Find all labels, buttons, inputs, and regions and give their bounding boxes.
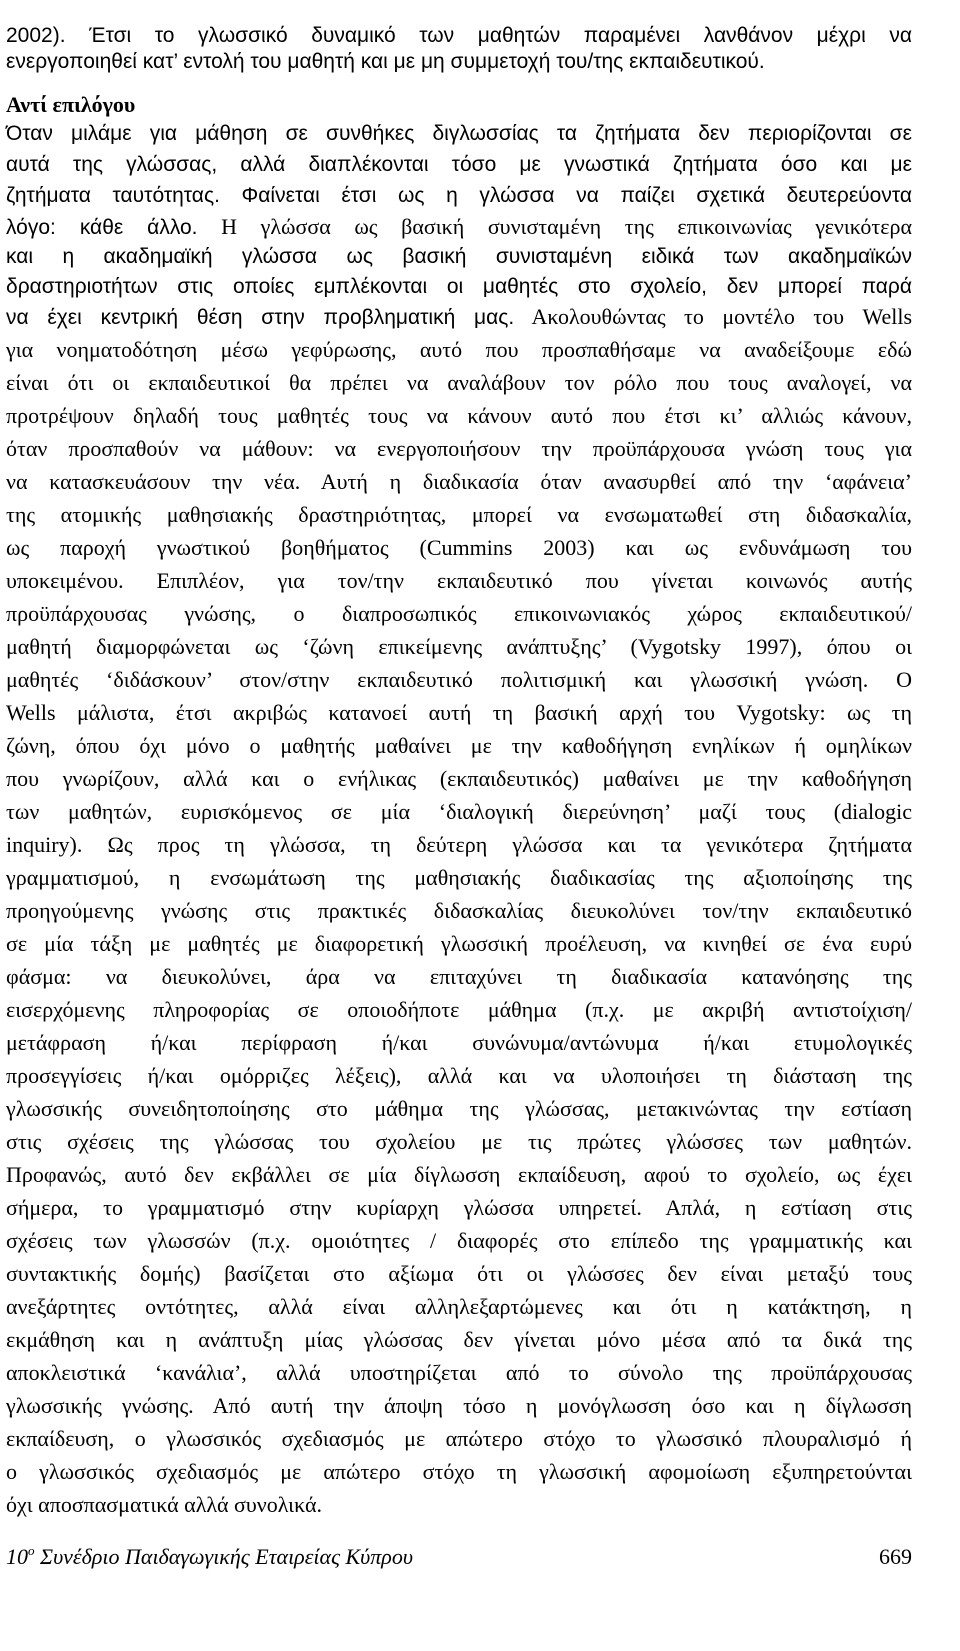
text-line: αποκλειστικά ‘κανάλια’, αλλά υποστηρίζεται από το σύνολο της προϋπάρχουσας xyxy=(6,1360,912,1385)
text-line xyxy=(6,300,912,334)
text-line: 2002). Έτσι το γλωσσικό δυναμικό των μαθητών παραμένει λανθάνον μέχρι να xyxy=(6,24,912,47)
page-footer xyxy=(6,1537,912,1577)
text-line: σχέσεις των γλωσσών (π.χ. ομοιότητες / διαφορές στο επίπεδο της γραμματικής και xyxy=(6,1228,912,1253)
text-line: ως παροχή γνωστικού βοηθήματος (Cummins 2003) και ως ενδυνάμωση του xyxy=(6,535,912,560)
text-line: δραστηριοτήτων στις οποίες εμπλέκονται οι μαθητές στο σχολείο, δεν μπορεί παρά xyxy=(6,275,912,298)
text-line: να κατασκευάσουν την νέα. Αυτή η διαδικασία όταν ανασυρθεί από την ‘αφάνεια’ xyxy=(6,469,912,494)
text-line: σήμερα, το γραμματισμό στην κυρίαρχη γλώσσα υπηρετεί. Απλά, η εστίαση στις xyxy=(6,1195,912,1220)
text-line: μετάφραση ή/και περίφραση ή/και συνώνυμα/αντώνυμα ή/και ετυμολογικές xyxy=(6,1030,912,1055)
text-line: προσεγγίσεις ή/και ομόρριζες λέξεις), αλλά και να υλοποιήσει τη διάσταση της xyxy=(6,1063,912,1088)
text-line: μαθητές ‘διδάσκουν’ στον/στην εκπαιδευτικό πολιτισμική και γλωσσική γνώση. Ο xyxy=(6,667,912,692)
text-span: να έχει κεντρική θέση στην προβληματική μας. xyxy=(6,306,515,329)
text-line: όταν προσπαθούν να μάθουν: να ενεργοποιήσουν την προϋπάρχουσα γνώση τους για xyxy=(6,436,912,461)
text-line: ζώνη, όπου όχι μόνο ο μαθητής μαθαίνει με την καθοδήγηση ενηλίκων ή ομηλίκων xyxy=(6,733,912,758)
text-line: που γνωρίζουν, αλλά και ο ενήλικας (εκπαιδευτικός) μαθαίνει με την καθοδήγηση xyxy=(6,766,912,791)
text-line: για νοηματοδότηση μέσω γεφύρωσης, αυτό που προσπαθήσαμε να αναδείξουμε εδώ xyxy=(6,337,912,362)
text-span: Η γλώσσα ως βασική συνισταμένη της επικοινωνίας γενικότερα xyxy=(197,214,912,239)
text-line: της ατομικής μαθησιακής δραστηριότητας, μπορεί να ενσωματωθεί στη διδασκαλία, xyxy=(6,502,912,527)
section-heading: Αντί επιλόγου xyxy=(6,92,136,117)
text-line xyxy=(6,210,912,244)
text-line: είναι ότι οι εκπαιδευτικοί θα πρέπει να αναλάβουν τον ρόλο που τους αναλογεί, να xyxy=(6,370,912,395)
text-line: Προφανώς, αυτό δεν εκβάλλει σε μία δίγλωσση εκπαίδευση, αφού το σχολείο, ως έχει xyxy=(6,1162,912,1187)
conference-title xyxy=(6,1537,413,1577)
text-line: γλωσσικής γνώσης. Από αυτή την άποψη τόσο η μονόγλωσση όσο και η δίγλωσση xyxy=(6,1393,912,1418)
text-line: και η ακαδημαϊκή γλώσσα ως βασική συνισταμένη ειδικά των ακαδημαϊκών xyxy=(6,245,912,268)
text-line: ζητήματα ταυτότητας. Φαίνεται έτσι ως η γλώσσα να παίζει σχετικά δευτερεύοντα xyxy=(6,184,912,207)
text-line: συντακτικής δομής) βασίζεται στο αξίωμα ότι οι γλώσσες δεν είναι μεταξύ τους xyxy=(6,1261,912,1286)
text-line: αυτά της γλώσσας, αλλά διαπλέκονται τόσο με γνωστικά ζητήματα όσο και με xyxy=(6,153,912,176)
text-line: ενεργοποιηθεί κατ’ εντολή του μαθητή και με μη συμμετοχή του/της εκπαιδευτικού. xyxy=(6,50,765,73)
text-line: ανεξάρτητες οντότητες, αλλά είναι αλληλεξαρτώμενες και ότι η κατάκτηση, η xyxy=(6,1294,912,1319)
text-span: Ακολουθώντας το μοντέλο του Wells xyxy=(514,304,912,329)
text-span: λόγο: κάθε άλλο. xyxy=(6,216,198,239)
text-line: φάσμα: να διευκολύνει, άρα να επιταχύνει τη διαδικασία κατανόησης της xyxy=(6,964,912,989)
text-line: όχι αποσπασματικά αλλά συνολικά. xyxy=(6,1492,322,1517)
text-line: γλωσσικής συνειδητοποίησης στο μάθημα της γλώσσας, μετακινώντας την εστίαση xyxy=(6,1096,912,1121)
text-line: Όταν μιλάμε για μάθηση σε συνθήκες διγλωσσίας τα ζητήματα δεν περιορίζονται σε xyxy=(6,122,912,145)
text-line: προϋπάρχουσας γνώσης, ο διαπροσωπικός επικοινωνιακός χώρος εκπαιδευτικού/ xyxy=(6,601,912,626)
footer-edition-number: 10 xyxy=(6,1544,28,1569)
text-line: εκπαίδευση, ο γλωσσικός σχεδιασμός με απώτερο στόχο το γλωσσικό πλουραλισμό ή xyxy=(6,1426,912,1451)
text-line: υποκειμένου. Επιπλέον, για τον/την εκπαιδευτικό που γίνεται κοινωνός αυτής xyxy=(6,568,912,593)
footer-title-text: Συνέδριο Παιδαγωγικής Εταιρείας Κύπρου xyxy=(34,1544,413,1569)
page-number: 669 xyxy=(879,1544,912,1569)
text-line: Wells μάλιστα, έτσι ακριβώς κατανοεί αυτή τη βασική αρχή του Vygotsky: ως τη xyxy=(6,700,912,725)
text-line: inquiry). Ως προς τη γλώσσα, τη δεύτερη γλώσσα και τα γενικότερα ζητήματα xyxy=(6,832,912,857)
text-line: εισερχόμενης πληροφορίας σε οποιοδήποτε μάθημα (π.χ. με ακριβή αντιστοίχιση/ xyxy=(6,997,912,1022)
text-line: ο γλωσσικός σχεδιασμός με απώτερο στόχο τη γλωσσική αφομοίωση εξυπηρετούνται xyxy=(6,1459,912,1484)
text-line: σε μία τάξη με μαθητές με διαφορετική γλωσσική προέλευση, να κινηθεί σε ένα ευρύ xyxy=(6,931,912,956)
text-line: προηγούμενης γνώσης στις πρακτικές διδασκαλίας διευκολύνει τον/την εκπαιδευτικό xyxy=(6,898,912,923)
text-line: γραμματισμού, η ενσωμάτωση της μαθησιακής διαδικασίας της αξιοποίησης της xyxy=(6,865,912,890)
footer-ordinal-superscript: ο xyxy=(28,1543,35,1558)
text-line: εκμάθηση και η ανάπτυξη μίας γλώσσας δεν γίνεται μόνο μέσα από τα δικά της xyxy=(6,1327,912,1352)
text-line: στις σχέσεις της γλώσσας του σχολείου με τις πρώτες γλώσσες των μαθητών. xyxy=(6,1129,912,1154)
text-line: προτρέψουν δηλαδή τους μαθητές τους να κάνουν αυτό που έτσι κι’ αλλιώς κάνουν, xyxy=(6,403,912,428)
text-line: των μαθητών, ευρισκόμενος σε μία ‘διαλογική διερεύνηση’ μαζί τους (dialogic xyxy=(6,799,912,824)
text-line: μαθητή διαμορφώνεται ως ‘ζώνη επικείμενης ανάπτυξης’ (Vygotsky 1997), όπου οι xyxy=(6,634,912,659)
